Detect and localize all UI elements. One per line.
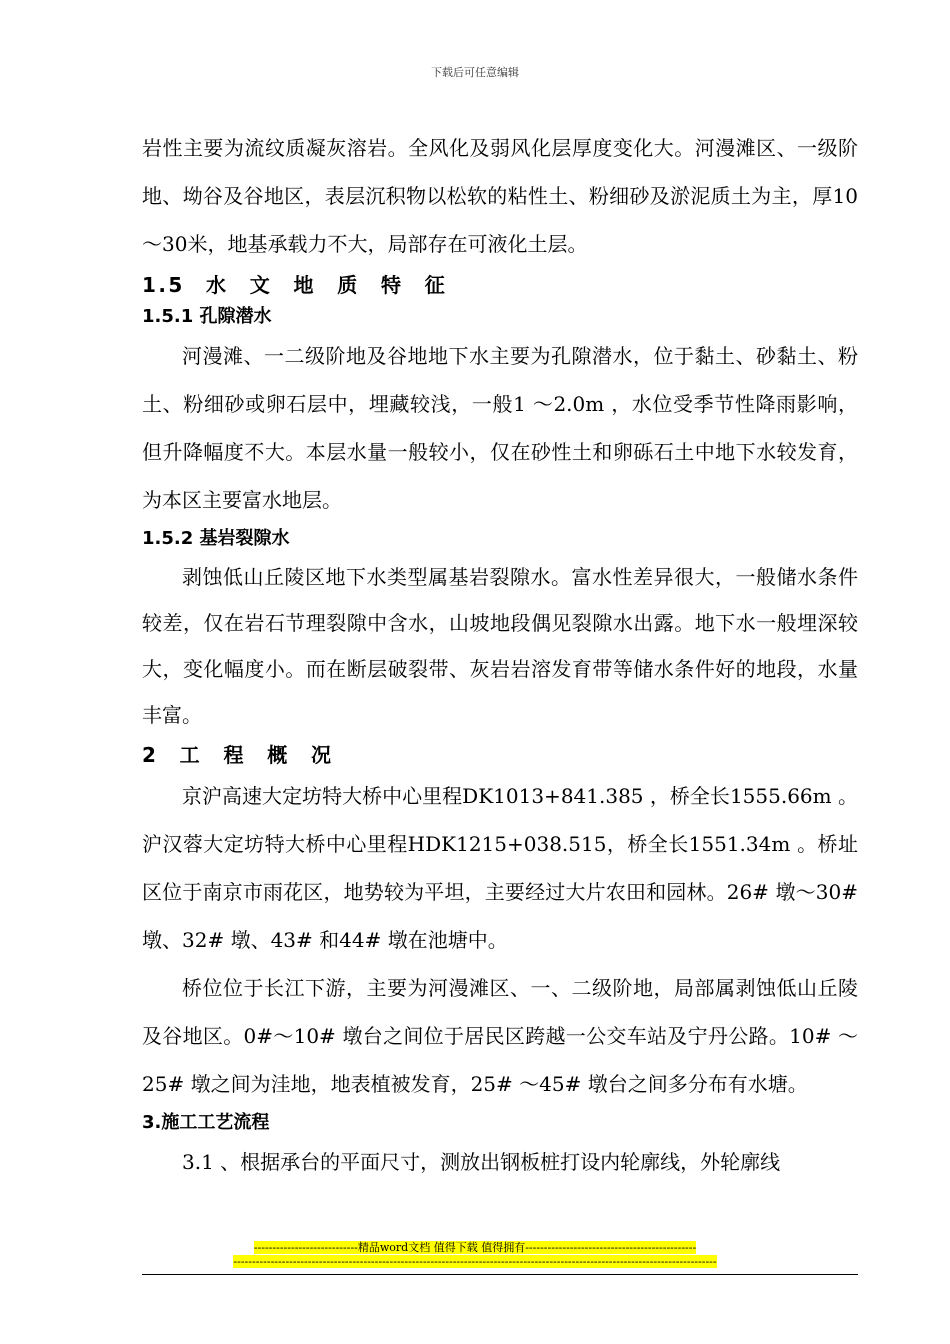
paragraph-bedrock-water: 剥蚀低山丘陵区地下水类型属基岩裂隙水。富水性差异很大，一般储水条件较差，仅在岩石节理裂隙中含水，山坡地段偶见裂隙水出露。地下水一般埋深较大，变化幅度小。而在断层破裂带、灰岩岩溶发育带等储水条件好的地段，水量丰富。 <box>142 565 858 727</box>
paragraph-bridge-location: 桥位位于长江下游，主要为河漫滩区、一、二级阶地，局部属剥蚀低山丘陵及谷地区。0#～10# 墩台之间位于居民区跨越一公交车站及宁丹公路。10# ～25# 墩之间为洼地，地表植被发育，25# ～45# 墩台之间多分布有水塘。 <box>142 976 858 1096</box>
section-heading-hydrogeology: 1.5 水 文 地 质 特 征 <box>142 273 448 297</box>
paragraph-geology-continued: 岩性主要为流纹质凝灰溶岩。全风化及弱风化层厚度变化大。河漫滩区、一级阶地、坳谷及谷地区，表层沉积物以松软的粘性土、粉细砂及淤泥质土为主，厚10～30米，地基承载力不大，局部存在可液化土层。 <box>142 136 858 256</box>
footer-banner-text-2: ---------------------------------------------------------------------------------------------------------------------------------- <box>233 1255 717 1268</box>
paragraph-pore-water: 河漫滩、一二级阶地及谷地地下水主要为孔隙潜水，位于黏土、砂黏土、粉土、粉细砂或卵石层中，埋藏较浅，一般1 ～2.0m ，水位受季节性降雨影响，但升降幅度不大。本层水量一般较小，仅在砂性土和卵砾石土中地下水较发育，为本区主要富水地层。 <box>142 344 858 512</box>
footer-divider <box>142 1274 858 1275</box>
footer-banner-line-2 <box>0 1255 950 1268</box>
page-header-note: 下载后可任意编辑 <box>431 66 519 79</box>
section-heading-project-overview: 2 工 程 概 况 <box>142 743 334 767</box>
subsection-heading-pore-water: 1.5.1 孔隙潜水 <box>142 306 272 327</box>
document-body <box>142 124 858 1186</box>
paragraph-bridge-overview: 京沪高速大定坊特大桥中心里程DK1013+841.385 ，桥全长1555.66m 。沪汉蓉大定坊特大桥中心里程HDK1215+038.515，桥全长1551.34m 。桥址区位于南京市雨花区，地势较为平坦，主要经过大片农田和园林。26# 墩～30# 墩、32# 墩、43# 和44# 墩在池塘中。 <box>142 784 858 952</box>
section-heading-construction-process: 3.施工工艺流程 <box>142 1112 270 1133</box>
footer-banner-line-1 <box>0 1241 950 1254</box>
footer-banner-text-1: ----------------------------精品word文档 值得下载 值得拥有---------------------------------------------- <box>253 1241 697 1254</box>
subsection-heading-bedrock-water: 1.5.2 基岩裂隙水 <box>142 528 290 549</box>
paragraph-step-3-1: 3.1 、根据承台的平面尺寸，测放出钢板桩打设内轮廓线，外轮廓线 <box>182 1150 781 1174</box>
